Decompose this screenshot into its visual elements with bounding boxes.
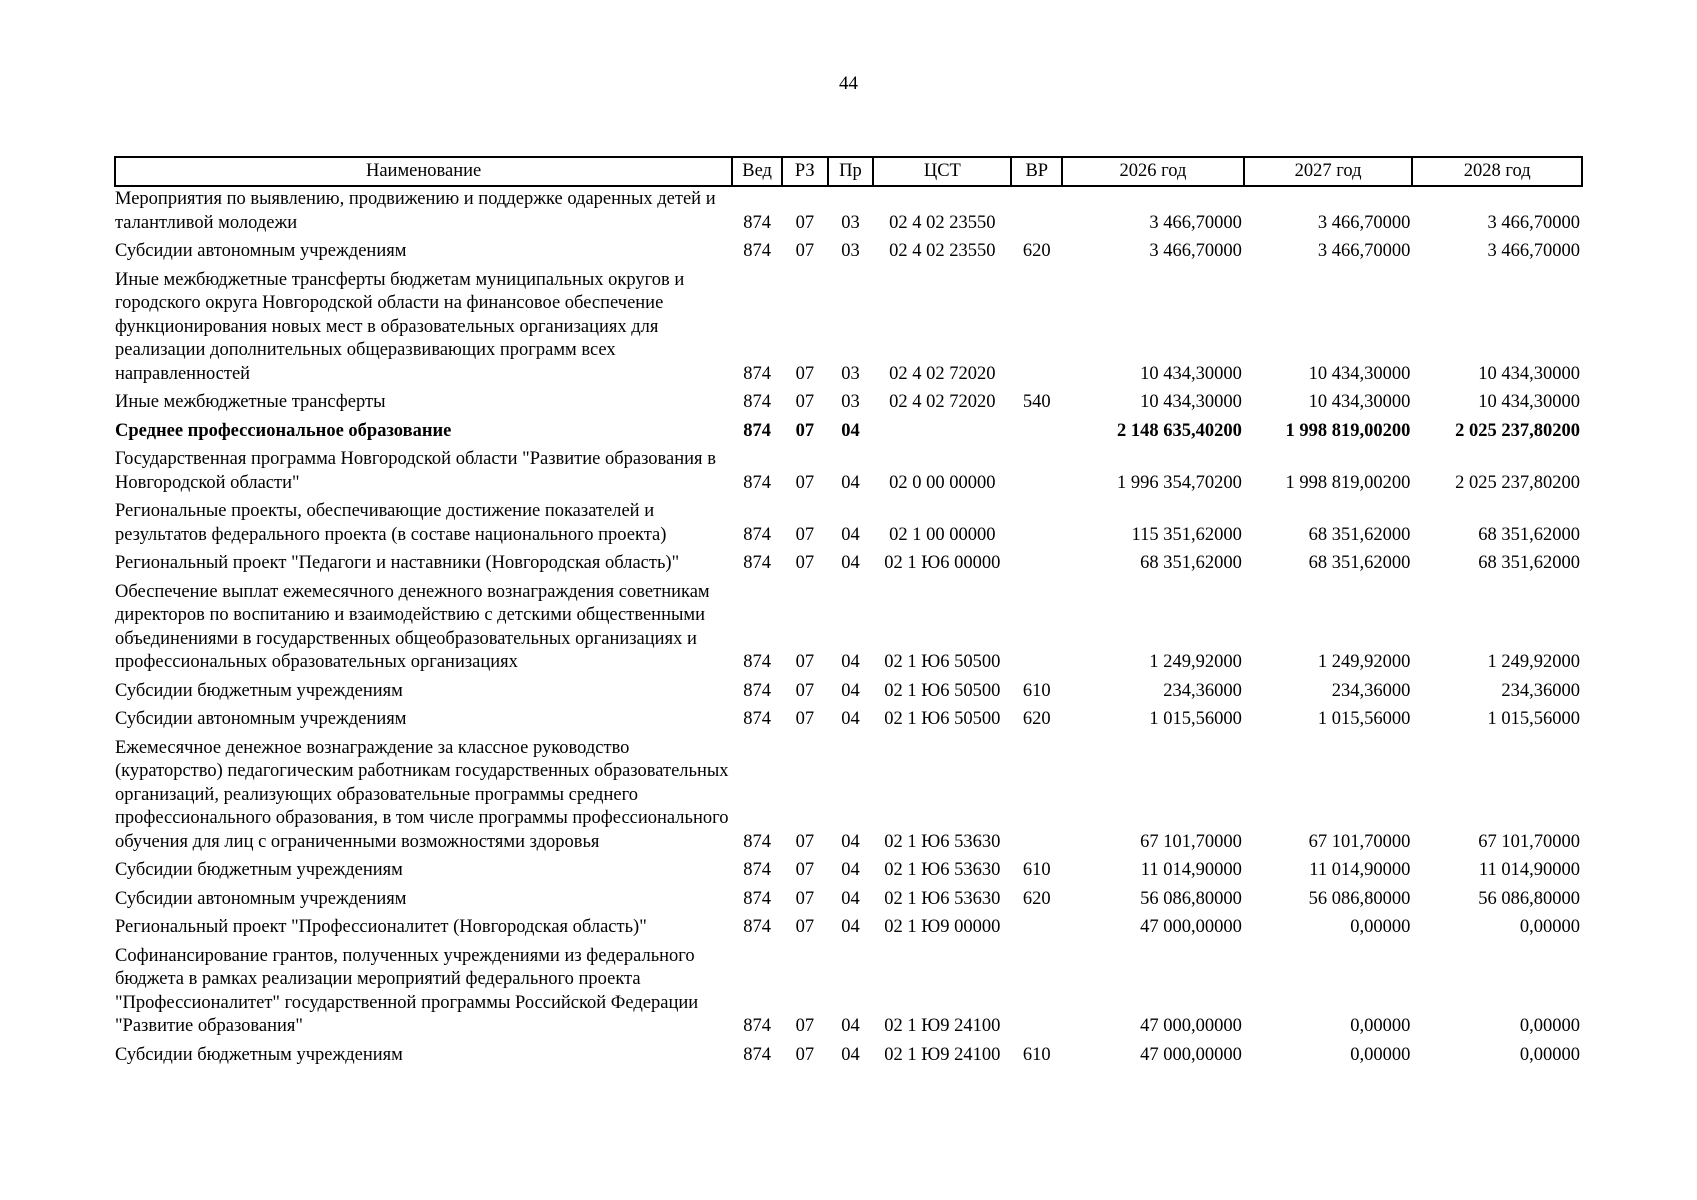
- cell-2028: 68 351,62000: [1478, 553, 1580, 573]
- cell-name: Государственная программа Новгородской области "Развитие образования в Новгородской области": [115, 449, 716, 493]
- cell-2027: 56 086,80000: [1308, 888, 1411, 909]
- cell-pr: 04: [841, 888, 860, 909]
- cell-vr: [1011, 448, 1062, 500]
- cell-2026: 1 996 354,70200: [1116, 472, 1242, 493]
- cell-2028: 67 101,70000: [1478, 831, 1580, 852]
- header-2026: 2026 год: [1062, 157, 1244, 186]
- cell-2026: 3 466,70000: [1149, 212, 1242, 233]
- cell-pr: 04: [841, 860, 860, 880]
- cell-rz: 07: [795, 917, 815, 937]
- cell-rz: 07: [795, 860, 815, 880]
- cell-2028: 1 015,56000: [1487, 709, 1580, 729]
- cell-name: Софинансирование грантов, полученных учреждениями из федерального бюджета в рамках реализации мероприятий федерального проекта "Профессионалитет" государственной программы Российской Федерации "Развитие образования": [115, 945, 699, 1036]
- cell-2026: 47 000,00000: [1140, 1016, 1242, 1036]
- table-row: [115, 680, 1582, 709]
- cell-pr: 04: [841, 1016, 860, 1036]
- cell-cst: 02 4 02 72020: [889, 363, 996, 384]
- cell-2028: 0,00000: [1519, 917, 1580, 937]
- cell-vr: [1011, 186, 1062, 240]
- cell-rz: 07: [795, 363, 815, 384]
- cell-2026: 47 000,00000: [1140, 1044, 1242, 1065]
- cell-2026: 56 086,80000: [1140, 888, 1242, 909]
- header-name: Наименование: [115, 157, 732, 186]
- cell-ved: 874: [743, 524, 771, 545]
- cell-2027: 68 351,62000: [1308, 524, 1411, 545]
- cell-2027: 0,00000: [1350, 1016, 1411, 1036]
- table-header: [115, 157, 1582, 186]
- cell-pr: 04: [841, 420, 860, 441]
- cell-ved: 874: [743, 888, 771, 909]
- cell-cst: 02 4 02 23550: [889, 241, 996, 261]
- cell-2027: 1 249,92000: [1317, 652, 1411, 672]
- cell-2026: 3 466,70000: [1149, 241, 1242, 261]
- table-row: [115, 186, 1582, 240]
- cell-pr: 03: [841, 392, 860, 412]
- cell-pr: 04: [841, 553, 860, 573]
- cell-pr: 04: [841, 709, 860, 729]
- cell-rz: 07: [795, 1016, 815, 1036]
- cell-vr: [1011, 552, 1062, 581]
- cell-vr: 610: [1022, 1044, 1051, 1065]
- cell-2028: 10 434,30000: [1478, 363, 1580, 384]
- cell-ved: 874: [743, 917, 771, 937]
- cell-vr: [1011, 737, 1062, 860]
- cell-2028: 3 466,70000: [1487, 212, 1580, 233]
- cell-vr: 620: [1022, 709, 1051, 729]
- cell-2027: 10 434,30000: [1308, 392, 1411, 412]
- cell-2027: 10 434,30000: [1308, 363, 1411, 384]
- cell-ved: 874: [743, 420, 771, 441]
- cell-cst: 02 4 02 23550: [889, 212, 996, 233]
- cell-cst: 02 1 00 00000: [889, 524, 996, 545]
- cell-2028: 68 351,62000: [1478, 524, 1580, 545]
- table-row: [115, 945, 1582, 1044]
- cell-2026: 10 434,30000: [1140, 392, 1242, 412]
- table-row: [115, 240, 1582, 269]
- cell-vr: 620: [1022, 241, 1051, 261]
- cell-cst: [873, 420, 1011, 449]
- cell-2028: 3 466,70000: [1487, 241, 1580, 261]
- cell-name: Обеспечение выплат ежемесячного денежного вознаграждения советникам директоров по воспитанию и взаимодействию с детскими общественными объединениями в государственных общеобразовательных организациях и профессиональных образовательных организациях: [115, 581, 710, 672]
- cell-vr: 540: [1022, 392, 1051, 412]
- cell-vr: [1011, 581, 1062, 680]
- cell-ved: 874: [743, 1044, 771, 1065]
- cell-2026: 2 148 635,40200: [1116, 420, 1242, 441]
- cell-name: Региональные проекты, обеспечивающие достижение показателей и результатов федерального проекта (в составе национального проекта): [115, 501, 667, 545]
- cell-pr: 04: [841, 831, 860, 852]
- cell-rz: 07: [795, 1044, 815, 1065]
- cell-cst: 02 1 Ю9 00000: [884, 917, 1001, 937]
- table-row: [115, 420, 1582, 449]
- cell-rz: 07: [795, 524, 815, 545]
- cell-2027: 67 101,70000: [1308, 831, 1411, 852]
- cell-ved: 874: [743, 860, 771, 880]
- cell-vr: 610: [1022, 680, 1051, 701]
- cell-ved: 874: [743, 553, 771, 573]
- cell-2026: 234,36000: [1163, 680, 1242, 701]
- cell-name: Субсидии бюджетным учреждениям: [115, 1044, 403, 1065]
- header-cst: ЦСТ: [873, 157, 1011, 186]
- cell-cst: 02 0 00 00000: [889, 472, 996, 493]
- cell-name: Субсидии бюджетным учреждениям: [115, 860, 403, 880]
- table-row: [115, 708, 1582, 737]
- header-row: [115, 157, 1582, 186]
- cell-vr: 620: [1022, 888, 1051, 909]
- header-vr: ВР: [1011, 157, 1062, 186]
- cell-2026: 10 434,30000: [1140, 363, 1242, 384]
- cell-2027: 1 015,56000: [1317, 709, 1411, 729]
- cell-2026: 1 015,56000: [1149, 709, 1242, 729]
- cell-2026: 68 351,62000: [1140, 553, 1242, 573]
- table-row: [115, 269, 1582, 392]
- cell-rz: 07: [795, 680, 815, 701]
- cell-cst: 02 1 Ю6 00000: [884, 553, 1001, 573]
- table-row: [115, 552, 1582, 581]
- cell-pr: 04: [841, 472, 860, 493]
- cell-rz: 07: [795, 709, 815, 729]
- cell-2027: 0,00000: [1350, 917, 1411, 937]
- cell-cst: 02 1 Ю6 53630: [884, 860, 1001, 880]
- cell-cst: 02 1 Ю9 24100: [884, 1044, 1001, 1065]
- table-row: [115, 916, 1582, 945]
- cell-2026: 47 000,00000: [1140, 917, 1242, 937]
- table-row: [115, 737, 1582, 860]
- cell-name: Иные межбюджетные трансферты: [115, 392, 386, 412]
- cell-pr: 04: [841, 524, 860, 545]
- cell-2027: 0,00000: [1350, 1044, 1411, 1065]
- cell-2026: 115 351,62000: [1131, 524, 1242, 545]
- cell-2028: 11 014,90000: [1478, 860, 1580, 880]
- header-2027: 2027 год: [1244, 157, 1413, 186]
- cell-rz: 07: [795, 888, 815, 909]
- cell-2028: 0,00000: [1519, 1016, 1580, 1036]
- cell-2028: 0,00000: [1519, 1044, 1580, 1065]
- header-pr: Пр: [828, 157, 874, 186]
- cell-rz: 07: [795, 392, 815, 412]
- cell-ved: 874: [743, 680, 771, 701]
- cell-pr: 03: [841, 212, 860, 233]
- cell-rz: 07: [795, 212, 815, 233]
- cell-2026: 67 101,70000: [1140, 831, 1242, 852]
- cell-vr: 610: [1022, 860, 1051, 880]
- cell-name: Субсидии бюджетным учреждениям: [115, 680, 403, 701]
- cell-2027: 11 014,90000: [1309, 860, 1411, 880]
- cell-name: Региональный проект "Профессионалитет (Новгородская область)": [115, 917, 647, 937]
- cell-cst: 02 1 Ю6 50500: [884, 680, 1001, 701]
- cell-pr: 03: [841, 363, 860, 384]
- cell-cst: 02 1 Ю6 50500: [884, 709, 1001, 729]
- cell-2028: 10 434,30000: [1478, 392, 1580, 412]
- cell-cst: 02 1 Ю6 53630: [884, 831, 1001, 852]
- cell-rz: 07: [795, 420, 815, 441]
- cell-pr: 03: [841, 241, 860, 261]
- cell-name: Субсидии автономным учреждениям: [115, 888, 407, 909]
- header-rz: РЗ: [782, 157, 828, 186]
- cell-vr: [1011, 500, 1062, 552]
- cell-2027: 234,36000: [1331, 680, 1411, 701]
- cell-2027: 3 466,70000: [1317, 241, 1411, 261]
- cell-2026: 1 249,92000: [1149, 652, 1242, 672]
- cell-ved: 874: [743, 363, 771, 384]
- table-row: [115, 500, 1582, 552]
- cell-2026: 11 014,90000: [1140, 860, 1242, 880]
- cell-rz: 07: [795, 553, 815, 573]
- header-ved: Вед: [732, 157, 782, 186]
- cell-name: Субсидии автономным учреждениям: [115, 241, 407, 261]
- table-row: [115, 1044, 1582, 1073]
- cell-2027: 1 998 819,00200: [1285, 420, 1411, 441]
- cell-name: Среднее профессиональное образование: [115, 420, 452, 441]
- cell-cst: 02 1 Ю6 50500: [884, 652, 1001, 672]
- cell-ved: 874: [743, 212, 771, 233]
- table-row: [115, 581, 1582, 680]
- budget-table: [114, 156, 1583, 1072]
- table-row: [115, 888, 1582, 917]
- cell-ved: 874: [743, 392, 771, 412]
- cell-rz: 07: [795, 652, 815, 672]
- cell-vr: [1011, 420, 1062, 449]
- table-row: [115, 391, 1582, 420]
- cell-vr: [1011, 916, 1062, 945]
- cell-ved: 874: [743, 831, 771, 852]
- cell-2027: 68 351,62000: [1308, 553, 1411, 573]
- cell-2027: 3 466,70000: [1317, 212, 1411, 233]
- cell-ved: 874: [743, 241, 771, 261]
- cell-ved: 874: [743, 652, 771, 672]
- cell-pr: 04: [841, 680, 860, 701]
- cell-vr: [1011, 945, 1062, 1044]
- cell-name: Ежемесячное денежное вознаграждение за классное руководство (кураторство) педагогическим работникам государственных образовательных организаций, реализующих образовательные программы среднего профессионального образования, в том числе программы профессионального обучения для лиц с ограниченными возможностями здоровья: [115, 737, 729, 852]
- cell-2028: 56 086,80000: [1478, 888, 1580, 909]
- cell-name: Региональный проект "Педагоги и наставники (Новгородская область)": [115, 553, 680, 573]
- cell-ved: 874: [743, 472, 771, 493]
- cell-name: Субсидии автономным учреждениям: [115, 709, 407, 729]
- cell-name: Мероприятия по выявлению, продвижению и поддержке одаренных детей и талантливой молодежи: [115, 189, 716, 233]
- cell-name: Иные межбюджетные трансферты бюджетам муниципальных округов и городского округа Новгородской области на финансовое обеспечение функционирования новых мест в образовательных организациях для реализации дополнительных общеразвивающих программ всех направленностей: [115, 269, 685, 384]
- cell-2028: 1 249,92000: [1487, 652, 1580, 672]
- cell-vr: [1011, 269, 1062, 392]
- cell-rz: 07: [795, 241, 815, 261]
- cell-cst: 02 4 02 72020: [889, 392, 996, 412]
- cell-pr: 04: [841, 652, 860, 672]
- cell-pr: 04: [841, 1044, 860, 1065]
- table-row: [115, 448, 1582, 500]
- cell-rz: 07: [795, 472, 815, 493]
- cell-cst: 02 1 Ю9 24100: [884, 1016, 1001, 1036]
- cell-2027: 1 998 819,00200: [1285, 472, 1411, 493]
- table-body: [115, 186, 1582, 1072]
- cell-2028: 2 025 237,80200: [1455, 420, 1580, 441]
- cell-cst: 02 1 Ю6 53630: [884, 888, 1001, 909]
- cell-ved: 874: [743, 709, 771, 729]
- cell-pr: 04: [841, 917, 860, 937]
- cell-ved: 874: [743, 1016, 771, 1036]
- page-number: 44: [839, 73, 858, 94]
- cell-rz: 07: [795, 831, 815, 852]
- table-row: [115, 859, 1582, 888]
- header-2028: 2028 год: [1412, 157, 1582, 186]
- cell-2028: 234,36000: [1501, 680, 1580, 701]
- cell-2028: 2 025 237,80200: [1455, 472, 1580, 493]
